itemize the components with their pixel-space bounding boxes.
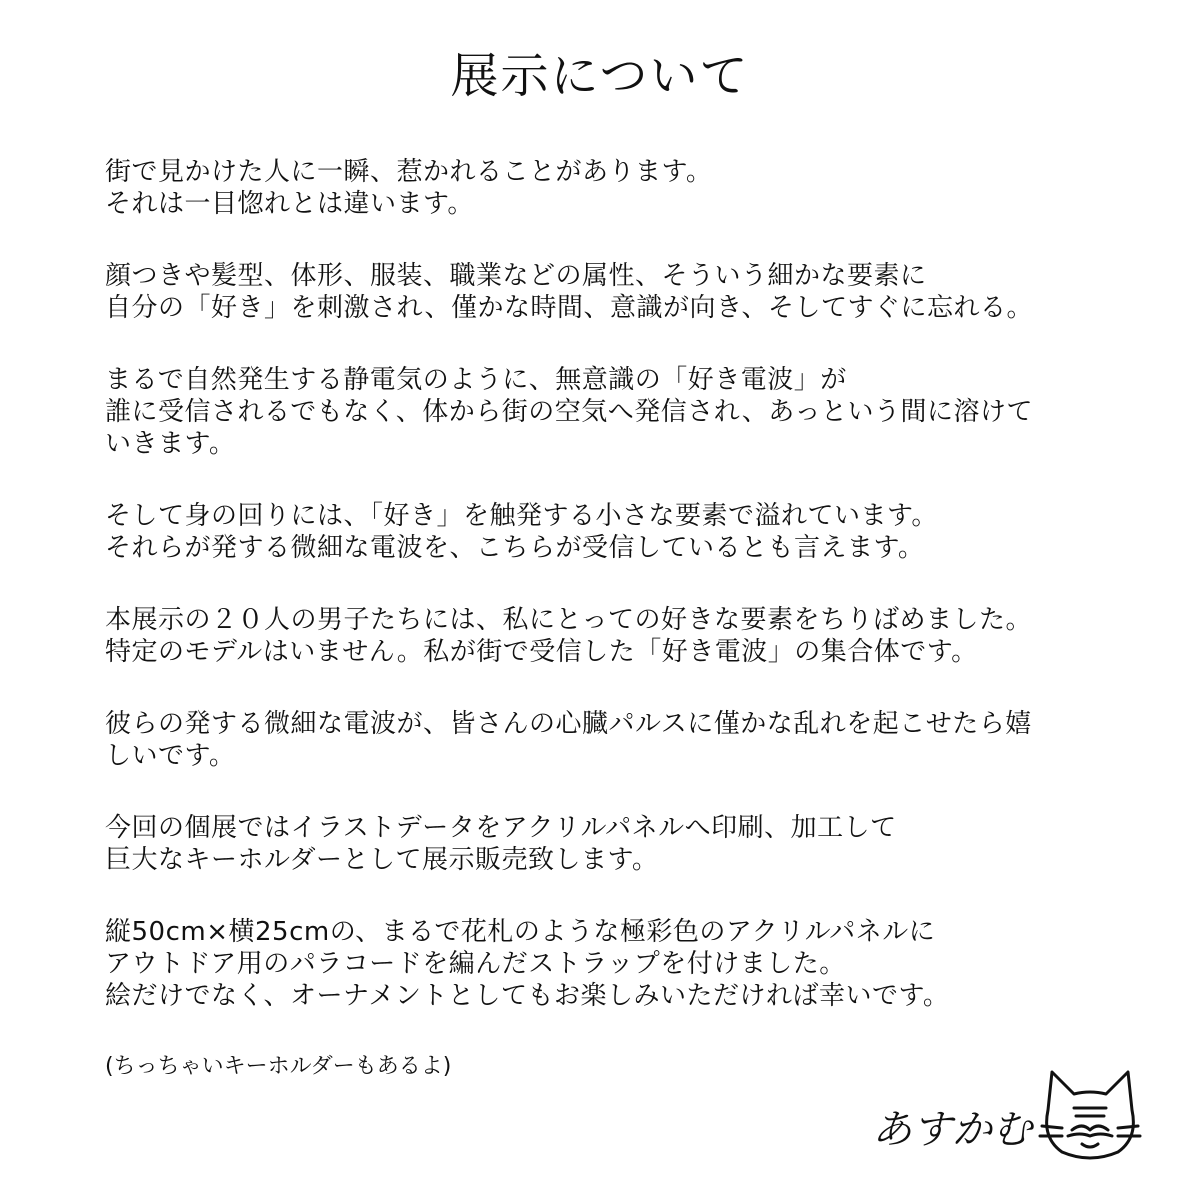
text-line: 顔つきや髪型、体形、服装、職業などの属性、そういう細かな要素に [105, 261, 927, 291]
text-line: 彼らの発する微細な電波が、皆さんの心臓パルスに僅かな乱れを起こせたら嬉 [105, 709, 1032, 739]
text-line: 巨大なキーホルダーとして展示販売致します。 [105, 845, 659, 875]
text-line: それらが発する微細な電波を、こちらが受信しているとも言えます。 [105, 533, 925, 563]
body-text [105, 156, 1165, 1052]
text-line: 絵だけでなく、オーナメントとしてもお楽しみいただければ幸いです。 [105, 981, 950, 1011]
footnote: (ちっちゃいキーホルダーもあるよ) [105, 1054, 452, 1079]
text-line: 本展示の２０人の男子たちには、私にとっての好きな要素をちりばめました。 [105, 605, 1032, 635]
paragraph-1 [105, 156, 1165, 220]
page-title: 展示について [450, 48, 750, 104]
text-line: アウトドア用のパラコードを編んだストラップを付けました。 [105, 949, 846, 979]
text-line: 誰に受信されるでもなく、体から街の空気へ発信され、あっという間に溶けて [105, 397, 1034, 427]
text-line: 縦50cm×横25cmの、まるで花札のような極彩色のアクリルパネルに [105, 917, 936, 947]
text-line: 自分の「好き」を刺激され、僅かな時間、意識が向き、そしてすぐに忘れる。 [105, 293, 1034, 323]
paragraph-4 [105, 500, 1165, 564]
paragraph-7 [105, 812, 1165, 876]
text-line: いきます。 [105, 429, 236, 459]
text-line: まるで自然発生する静電気のように、無意識の「好き電波」が [105, 365, 847, 395]
cat-face-icon [1030, 1060, 1150, 1170]
text-line: 特定のモデルはいません。私が街で受信した「好き電波」の集合体です。 [105, 637, 978, 667]
signature [860, 1060, 1180, 1170]
text-line: 今回の個展ではイラストデータをアクリルパネルへ印刷、加工して [105, 813, 897, 843]
signature-name: あすかむ [872, 1107, 1032, 1153]
text-line: しいです。 [105, 741, 236, 771]
paragraph-6 [105, 708, 1165, 772]
paragraph-8 [105, 916, 1165, 1012]
text-line: そして身の回りには、「好き」を触発する小さな要素で溢れています。 [105, 501, 938, 531]
paragraph-3 [105, 364, 1165, 460]
text-line: それは一目惚れとは違います。 [105, 189, 474, 219]
paragraph-5 [105, 604, 1165, 668]
text-line: 街で見かけた人に一瞬、惹かれることがあります。 [105, 157, 713, 187]
paragraph-2 [105, 260, 1165, 324]
